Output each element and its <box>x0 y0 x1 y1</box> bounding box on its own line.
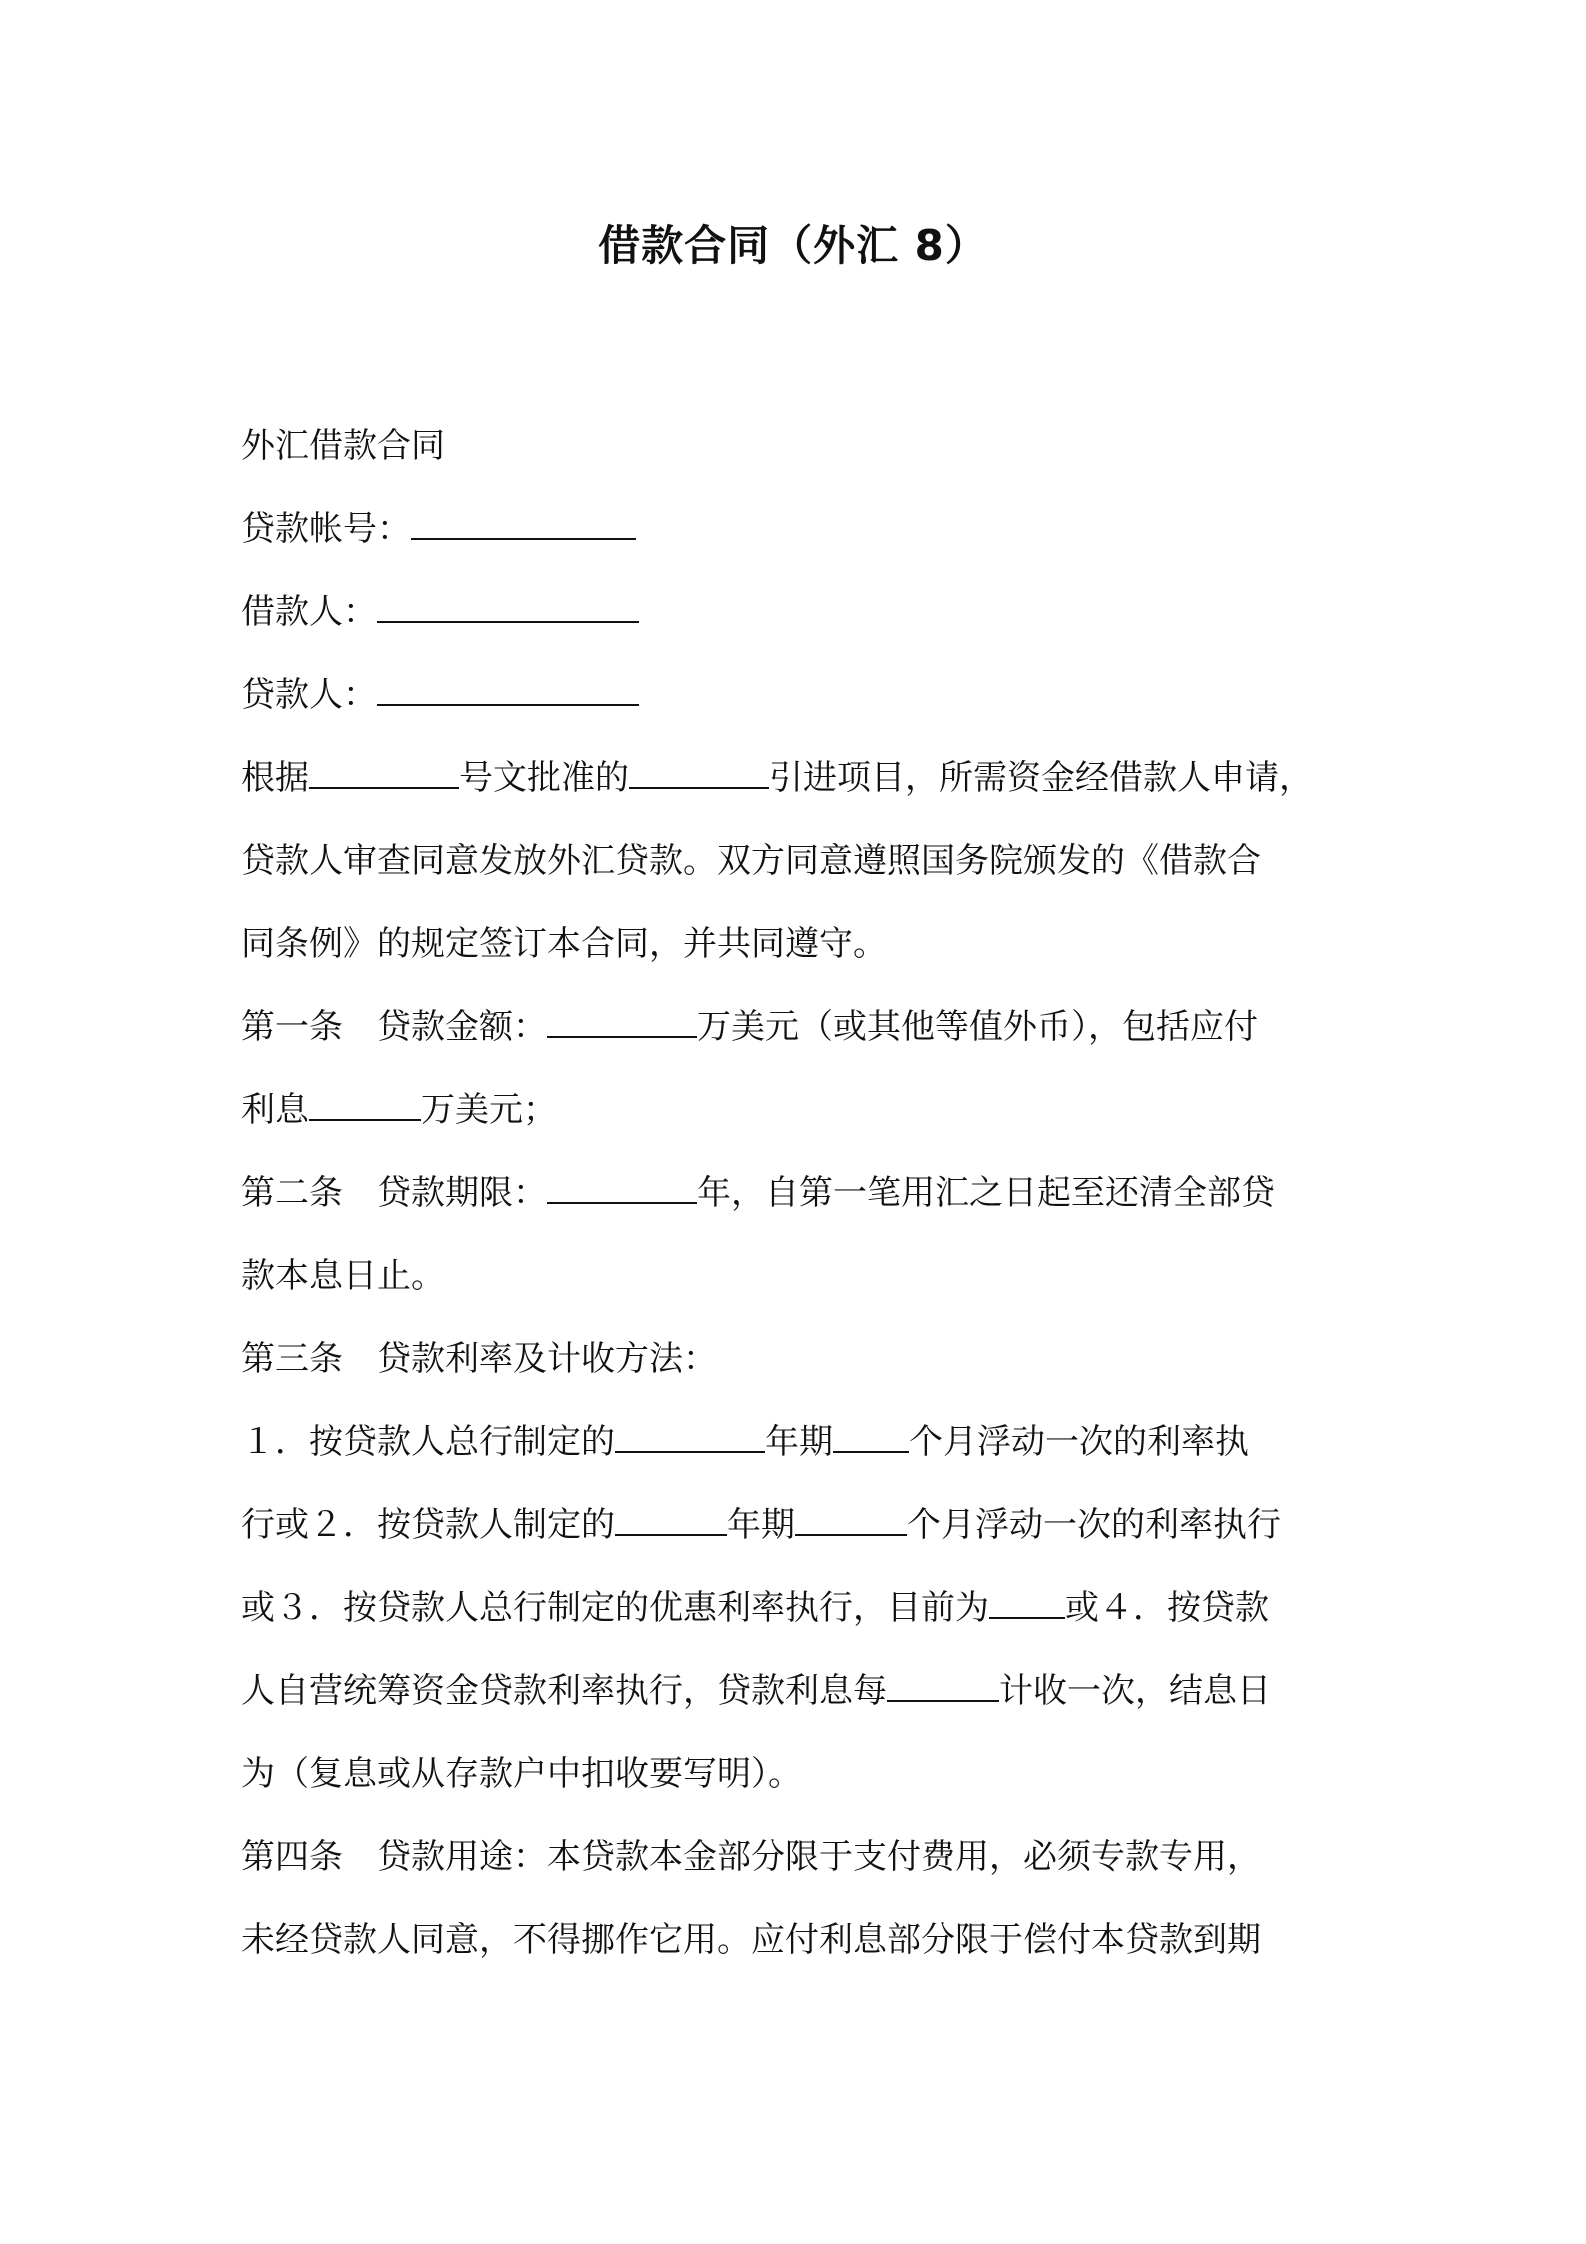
project-name-blank <box>629 757 769 789</box>
document-body <box>241 405 1361 1982</box>
interest-amount-blank <box>309 1089 421 1121</box>
article-3-line-2 <box>241 1484 1361 1567</box>
preferential-rate-blank <box>989 1587 1065 1619</box>
article-3-text-2c: 个月浮动一次的利率执行 <box>907 1505 1281 1545</box>
account-number-line <box>241 488 1361 571</box>
rate-years-blank-2 <box>615 1504 727 1536</box>
interest-period-blank <box>887 1670 999 1702</box>
article-3-text-1a: １．按贷款人总行制定的 <box>241 1422 615 1462</box>
document-title: 借款合同（外汇 8） <box>598 221 988 270</box>
article-3-text-3a: 或３．按贷款人总行制定的优惠利率执行，目前为 <box>241 1588 989 1628</box>
contract-subtitle: 外汇借款合同 <box>241 426 445 466</box>
article-3-line-4 <box>241 1650 1361 1733</box>
approval-number-blank <box>309 757 459 789</box>
article-3-text-2b: 年期 <box>727 1505 795 1545</box>
article-2-line-2: 款本息日止。 <box>241 1256 445 1296</box>
article-3-text-4a: 人自营统筹资金贷款利率执行，贷款利息每 <box>241 1671 887 1711</box>
borrower-line <box>241 571 1361 654</box>
article-3-line-5: 为（复息或从存款户中扣收要写明）。 <box>241 1754 802 1794</box>
article-2-line-1 <box>241 1152 1361 1235</box>
rate-months-blank-2 <box>795 1504 907 1536</box>
lender-blank <box>377 674 639 706</box>
article-1-interest-label: 利息 <box>241 1090 309 1130</box>
rate-years-blank-1 <box>615 1421 765 1453</box>
article-3-line-1 <box>241 1401 1361 1484</box>
article-1-line-2 <box>241 1069 1361 1152</box>
borrower-label: 借款人： <box>241 592 377 632</box>
lender-label: 贷款人： <box>241 675 377 715</box>
article-3-text-2a: 行或２．按贷款人制定的 <box>241 1505 615 1545</box>
article-1-line-1 <box>241 986 1361 1069</box>
intro-line-3: 同条例》的规定签订本合同，并共同遵守。 <box>241 924 887 964</box>
account-number-label: 贷款帐号： <box>241 509 411 549</box>
intro-line-1 <box>241 737 1361 820</box>
article-3-heading: 第三条 贷款利率及计收方法： <box>241 1339 717 1379</box>
article-3-text-4b: 计收一次，结息日 <box>999 1671 1271 1711</box>
article-3-text-1b: 年期 <box>765 1422 833 1462</box>
article-3-text-3b: 或４．按贷款 <box>1065 1588 1269 1628</box>
article-1-heading: 第一条 贷款金额： <box>241 1007 547 1047</box>
article-4-line-2: 未经贷款人同意，不得挪作它用。应付利息部分限于偿付本贷款到期 <box>241 1920 1261 1960</box>
article-3-text-1c: 个月浮动一次的利率执 <box>909 1422 1249 1462</box>
intro-text-b: 号文批准的 <box>459 758 629 798</box>
intro-line-2: 贷款人审查同意发放外汇贷款。双方同意遵照国务院颁发的《借款合 <box>241 841 1261 881</box>
article-3-line-3 <box>241 1567 1361 1650</box>
borrower-blank <box>377 591 639 623</box>
lender-line <box>241 654 1361 737</box>
rate-months-blank-1 <box>833 1421 909 1453</box>
article-2-text: 年，自第一笔用汇之日起至还清全部贷 <box>697 1173 1275 1213</box>
article-1-text: 万美元（或其他等值外币），包括应付 <box>697 1007 1258 1047</box>
intro-text-a: 根据 <box>241 758 309 798</box>
article-2-heading: 第二条 贷款期限： <box>241 1173 547 1213</box>
article-1-unit: 万美元； <box>421 1090 557 1130</box>
loan-amount-blank <box>547 1006 697 1038</box>
loan-term-blank <box>547 1172 697 1204</box>
intro-text-c: 引进项目，所需资金经借款人申请， <box>769 758 1313 798</box>
account-number-blank <box>411 508 636 540</box>
article-4-line-1: 第四条 贷款用途：本贷款本金部分限于支付费用，必须专款专用， <box>241 1837 1261 1877</box>
